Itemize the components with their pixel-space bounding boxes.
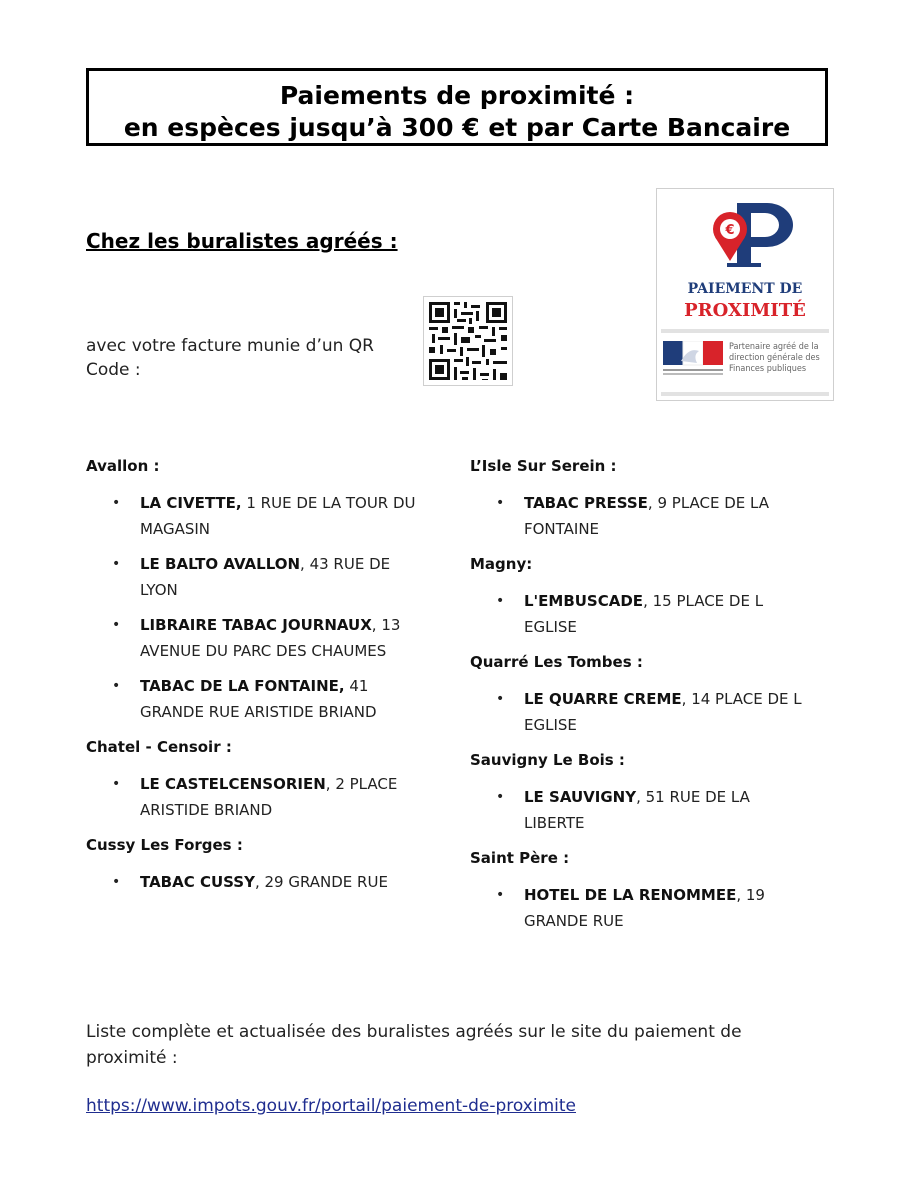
bullet-icon: •: [112, 495, 121, 511]
vendor-entry: [470, 882, 814, 934]
paiement-proximite-link[interactable]: https://www.impots.gouv.fr/portail/paiement-de-proximite: [86, 1096, 576, 1116]
left-column: [86, 456, 456, 907]
bullet-icon: •: [496, 691, 505, 707]
vendor-name: TABAC CUSSY: [140, 873, 255, 891]
marianne-icon: [663, 341, 723, 377]
logo-bottom-divider: [661, 392, 829, 396]
logo-text-line-1: PAIEMENT DE: [687, 281, 803, 297]
vendor-address: , 9 PLACE DE LA FONTAINE: [524, 494, 769, 538]
vendor-list: [86, 771, 456, 823]
title-line-2: en espèces jusqu’à 300 € et par Carte Bancaire: [123, 113, 791, 142]
vendor-entry: [86, 490, 430, 542]
vendor-address: , 13 AVENUE DU PARC DES CHAUMES: [140, 616, 401, 660]
vendor-list: [470, 490, 840, 542]
vendor-entry: [86, 673, 430, 725]
qr-code-icon: [423, 296, 513, 386]
title-box: [86, 68, 828, 146]
town-heading: Sauvigny Le Bois :: [470, 751, 625, 769]
logo-p-icon: [657, 189, 833, 281]
bullet-icon: •: [112, 617, 121, 633]
vendor-entry: [470, 588, 814, 640]
vendor-list: [470, 882, 840, 934]
vendor-address: , 43 RUE DE LYON: [140, 555, 391, 599]
vendor-entry: [470, 490, 814, 542]
vendor-address: , 2 PLACE ARISTIDE BRIAND: [140, 775, 398, 819]
vendor-entry: [470, 686, 814, 738]
bullet-icon: •: [496, 887, 505, 903]
bullet-icon: •: [112, 776, 121, 792]
town-heading: Magny:: [470, 555, 533, 573]
vendor-name: LIBRAIRE TABAC JOURNAUX: [140, 616, 372, 634]
bullet-icon: •: [496, 593, 505, 609]
intro-text: avec votre facture munie d’un QR Code :: [86, 336, 374, 380]
vendor-address: , 51 RUE DE LA LIBERTE: [524, 788, 750, 832]
vendor-name: LE QUARRE CREME: [524, 690, 682, 708]
paiement-proximite-logo: [656, 188, 834, 401]
vendor-name: HOTEL DE LA RENOMMEE: [524, 886, 737, 904]
town-heading: Cussy Les Forges :: [86, 836, 243, 854]
town-heading: Avallon :: [86, 457, 160, 475]
logo-divider: [661, 329, 829, 333]
vendor-list: [470, 784, 840, 836]
vendor-entry: [86, 551, 430, 603]
vendor-entry: [86, 869, 430, 895]
title-line-1: Paiements de proximité :: [279, 81, 635, 110]
vendor-list: [470, 588, 840, 640]
vendor-entry: [86, 612, 430, 664]
vendor-name: TABAC PRESSE: [524, 494, 648, 512]
vendor-list: [470, 686, 840, 738]
vendor-name: LE CASTELCENSORIEN: [140, 775, 326, 793]
bullet-icon: •: [496, 789, 505, 805]
bullet-icon: •: [496, 495, 505, 511]
vendor-address: , 19 GRANDE RUE: [524, 886, 765, 930]
vendor-name: LE BALTO AVALLON: [140, 555, 301, 573]
vendor-list: [86, 869, 456, 895]
town-heading: Chatel - Censoir :: [86, 738, 232, 756]
vendor-address: , 29 GRANDE RUE: [254, 873, 388, 891]
vendor-name: LA CIVETTE,: [140, 494, 242, 512]
section-subtitle: Chez les buralistes agréés :: [86, 229, 398, 253]
logo-text-line-2: PROXIMITÉ: [684, 300, 806, 321]
town-heading: Saint Père :: [470, 849, 570, 867]
svg-text:€: €: [725, 223, 735, 238]
logo-partner-text: Partenaire agréé de la direction générale des Finances publiques: [729, 342, 820, 374]
vendor-name: L'EMBUSCADE: [524, 592, 644, 610]
town-heading: L’Isle Sur Serein :: [470, 457, 617, 475]
vendor-list: [86, 490, 456, 725]
vendor-entry: [470, 784, 814, 836]
right-column: [470, 456, 840, 946]
bullet-icon: •: [112, 678, 121, 694]
bullet-icon: •: [112, 556, 121, 572]
town-heading: Quarré Les Tombes :: [470, 653, 643, 671]
vendor-address: 41 GRANDE RUE ARISTIDE BRIAND: [140, 677, 377, 721]
vendor-name: LE SAUVIGNY: [524, 788, 637, 806]
vendor-address: , 14 PLACE DE L EGLISE: [524, 690, 802, 734]
vendor-address: 1 RUE DE LA TOUR DU MAGASIN: [140, 494, 416, 538]
footer-text: Liste complète et actualisée des buralistes agréés sur le site du paiement de proximité :: [86, 1022, 742, 1068]
vendor-entry: [86, 771, 430, 823]
bullet-icon: •: [112, 874, 121, 890]
vendor-name: TABAC DE LA FONTAINE,: [140, 677, 345, 695]
vendor-address: , 15 PLACE DE L EGLISE: [524, 592, 764, 636]
